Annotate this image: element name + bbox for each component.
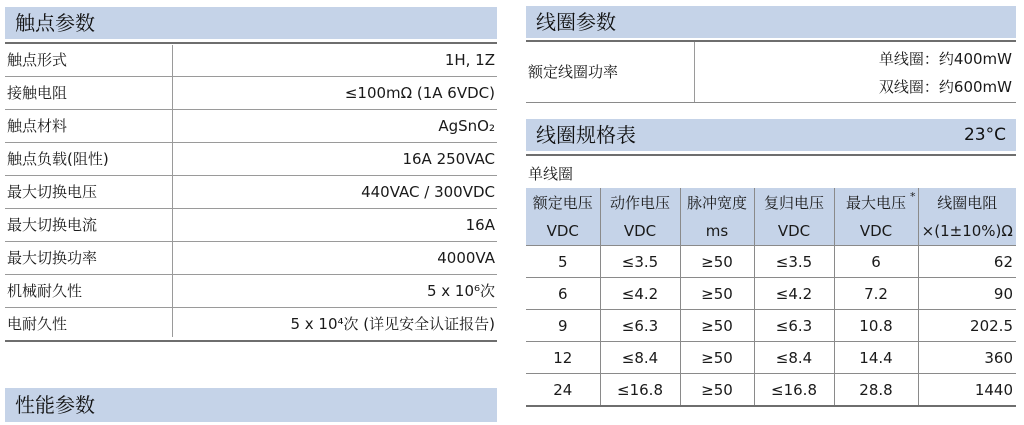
- table-cell: 7.2: [834, 278, 918, 310]
- spec-header-cell: [834, 188, 918, 217]
- table-cell: 62: [918, 246, 1016, 278]
- spec-header-row: [526, 188, 1016, 217]
- performance-params-header: [5, 388, 497, 422]
- coil-spec-subtitle: 单线圈: [528, 165, 574, 183]
- coil-power-label: 额定线圈功率: [528, 63, 619, 81]
- coil-spec-temperature: 23°C: [963, 125, 1006, 145]
- contact-value: 16A: [465, 216, 495, 234]
- table-row: [526, 342, 1016, 374]
- table-cell: ≤6.3: [754, 310, 834, 342]
- table-row: [526, 374, 1016, 407]
- contact-label: 接触电阻: [7, 84, 68, 102]
- table-cell: 14.4: [834, 342, 918, 374]
- table-cell: 202.5: [918, 310, 1016, 342]
- coil-params-table: [526, 42, 1016, 102]
- spec-unit-cell: ×(1±10%)Ω: [918, 217, 1016, 246]
- spec-header-cell: 线圈电阻: [918, 188, 1016, 217]
- contact-label: 电耐久性: [7, 315, 68, 333]
- table-row: [526, 278, 1016, 310]
- contact-label: 最大切换电压: [7, 183, 98, 201]
- table-cell: ≤8.4: [754, 342, 834, 374]
- table-cell: ≤8.4: [600, 342, 680, 374]
- table-cell: 28.8: [834, 374, 918, 407]
- contact-value: 16A 250VAC: [402, 150, 495, 168]
- spec-unit-cell: VDC: [754, 217, 834, 246]
- table-cell: 1440: [918, 374, 1016, 407]
- table-cell: 90: [918, 278, 1016, 310]
- coil-spec-title: 线圈规格表: [536, 123, 636, 147]
- contact-row: [5, 110, 497, 143]
- contact-row: [5, 275, 497, 308]
- coil-double-value: 双线圈：约600mW: [878, 78, 1012, 96]
- contact-value: 4000VA: [437, 249, 495, 267]
- footnote-star: *: [910, 190, 916, 203]
- coil-spec-header: [526, 119, 1016, 151]
- coil-spec-table: [526, 188, 1016, 407]
- table-cell: ≤3.5: [754, 246, 834, 278]
- coil-params-bottom-border: [526, 102, 1016, 103]
- table-cell: ≤4.2: [754, 278, 834, 310]
- table-cell: 12: [526, 342, 600, 374]
- contact-label: 触点形式: [7, 51, 68, 69]
- contact-label: 触点材料: [7, 117, 68, 135]
- contact-value: AgSnO₂: [438, 117, 495, 135]
- table-cell: 10.8: [834, 310, 918, 342]
- spec-unit-cell: VDC: [600, 217, 680, 246]
- contact-params-table: [5, 44, 497, 342]
- spec-unit-row: [526, 217, 1016, 246]
- contact-row: [5, 77, 497, 110]
- contact-label: 最大切换电流: [7, 216, 98, 234]
- contact-value: 5 x 10⁶次: [426, 282, 495, 300]
- contact-row: [5, 209, 497, 242]
- table-cell: ≤16.8: [754, 374, 834, 407]
- table-row: [526, 246, 1016, 278]
- contact-params-title: 触点参数: [15, 11, 95, 35]
- contact-value: 1H, 1Z: [444, 51, 495, 69]
- contact-value: ≤100mΩ (1A 6VDC): [344, 84, 495, 102]
- table-cell: 9: [526, 310, 600, 342]
- coil-single-value: 单线圈：约400mW: [878, 50, 1012, 68]
- contact-row: [5, 44, 497, 77]
- contact-params-header: [5, 7, 497, 39]
- spec-header-label: 最大电压: [845, 194, 906, 212]
- table-cell: ≥50: [680, 246, 754, 278]
- table-cell: ≤3.5: [600, 246, 680, 278]
- table-cell: ≥50: [680, 310, 754, 342]
- spec-header-cell: 脉冲宽度: [680, 188, 754, 217]
- table-cell: 6: [834, 246, 918, 278]
- contact-label: 触点负载(阻性): [7, 150, 109, 168]
- table-row: [526, 310, 1016, 342]
- contact-row: [5, 143, 497, 176]
- spec-unit-cell: VDC: [834, 217, 918, 246]
- spec-unit-cell: ms: [680, 217, 754, 246]
- spec-header-cell: 复归电压: [754, 188, 834, 217]
- contact-label: 机械耐久性: [7, 282, 83, 300]
- contact-row: [5, 176, 497, 209]
- table-cell: 6: [526, 278, 600, 310]
- coil-params-title: 线圈参数: [536, 10, 616, 34]
- table-cell: 24: [526, 374, 600, 407]
- table-cell: ≥50: [680, 278, 754, 310]
- contact-value: 440VAC / 300VDC: [361, 183, 495, 201]
- contact-label: 最大切换功率: [7, 249, 98, 267]
- table-cell: ≤6.3: [600, 310, 680, 342]
- spec-header-cell: 额定电压: [526, 188, 600, 217]
- performance-params-title: 性能参数: [15, 393, 95, 417]
- table-cell: ≥50: [680, 342, 754, 374]
- contact-value: 5 x 10⁴次 (详见安全认证报告): [290, 315, 495, 333]
- table-cell: ≥50: [680, 374, 754, 407]
- table-cell: 360: [918, 342, 1016, 374]
- table-cell: ≤16.8: [600, 374, 680, 407]
- table-cell: 5: [526, 246, 600, 278]
- contact-row: [5, 242, 497, 275]
- coil-params-header: [526, 6, 1016, 38]
- spec-unit-cell: VDC: [526, 217, 600, 246]
- contact-row: [5, 308, 497, 342]
- table-cell: ≤4.2: [600, 278, 680, 310]
- coil-params-divider: [694, 42, 695, 102]
- coil-spec-separator: [526, 154, 1016, 156]
- spec-header-cell: 动作电压: [600, 188, 680, 217]
